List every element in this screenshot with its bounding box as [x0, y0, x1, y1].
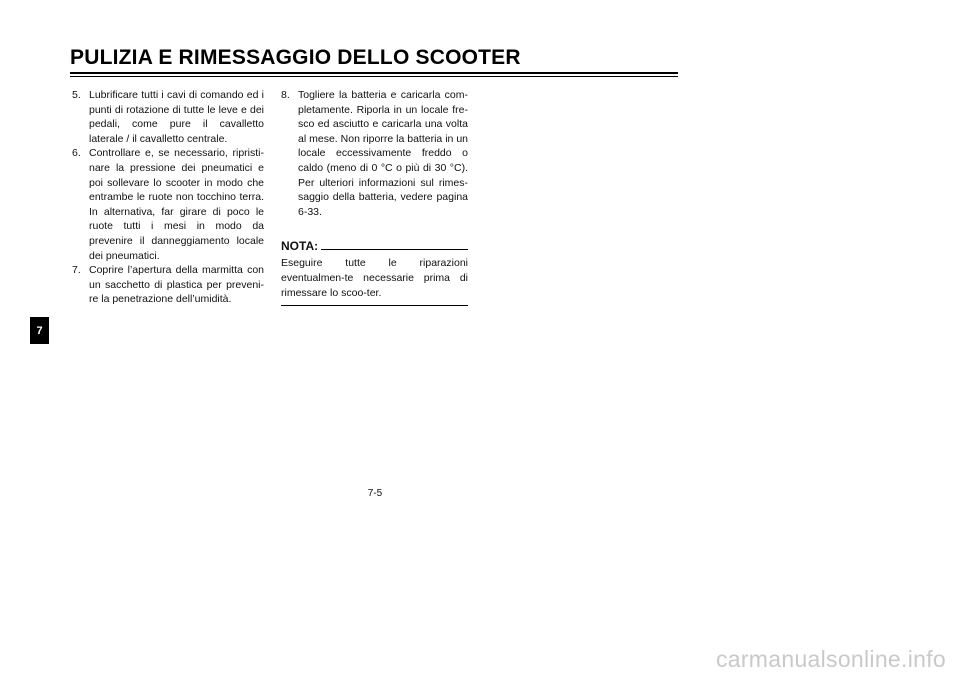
list-item-text: Lubrificare tutti i cavi di comando ed i punti di rotazione di tutte le leve e dei pedali, come pure il cavalletto laterale / il cavalletto centrale.: [89, 89, 264, 145]
list-item-number: 5.: [72, 89, 81, 101]
list-item-number: 7.: [72, 264, 81, 277]
title-rule-thick: [70, 72, 678, 74]
note-text: Eseguire tutte le riparazioni eventualmen-te necessarie prima di rimessare lo scoo-ter.: [281, 257, 468, 299]
list-item-number: 6.: [72, 147, 81, 160]
list-item-text: Togliere la batteria e caricarla com-pletamente. Riporla in un locale fre-sco ed asciutto e caricarla una volta al mese. Non riporre la batteria in un locale eccessivamente freddo o caldo (meno di 0 °C o più di 30 °C). Per ulteriori informazioni sul rimes-saggio della batteria, vedere pagina 6-33.: [298, 89, 468, 218]
list-item-text: Controllare e, se necessario, ripristi-nare la pressione dei pneumatici e poi sollevare lo scooter in modo che entrambe le ruote non tocchino terra. In alternativa, far girare di poco le ruote tutti i mesi in modo da prevenire il danneggiamento locale dei pneumatici.: [89, 147, 264, 262]
list-item: [72, 263, 264, 307]
note-label: NOTA:: [281, 239, 321, 254]
list-item: [72, 88, 264, 146]
note-header-rule: [319, 249, 468, 250]
list-item-number: 8.: [281, 89, 290, 101]
left-column: [72, 88, 264, 307]
list-item: [72, 146, 264, 263]
right-column: [281, 88, 468, 306]
chapter-tab: 7: [30, 317, 49, 344]
page-number: 7-5: [367, 488, 383, 499]
watermark: carmanualsonline.info: [715, 646, 946, 672]
page-title: PULIZIA E RIMESSAGGIO DELLO SCOOTER: [70, 46, 521, 69]
title-rule-thin: [70, 76, 678, 77]
list-item: [281, 88, 468, 219]
list-item-text: Coprire l’apertura della marmitta con un sacchetto di plastica per preveni-re la penetrazione dell’umidità.: [89, 264, 264, 306]
note-header: [281, 239, 468, 253]
note-bottom-rule: [281, 305, 468, 306]
